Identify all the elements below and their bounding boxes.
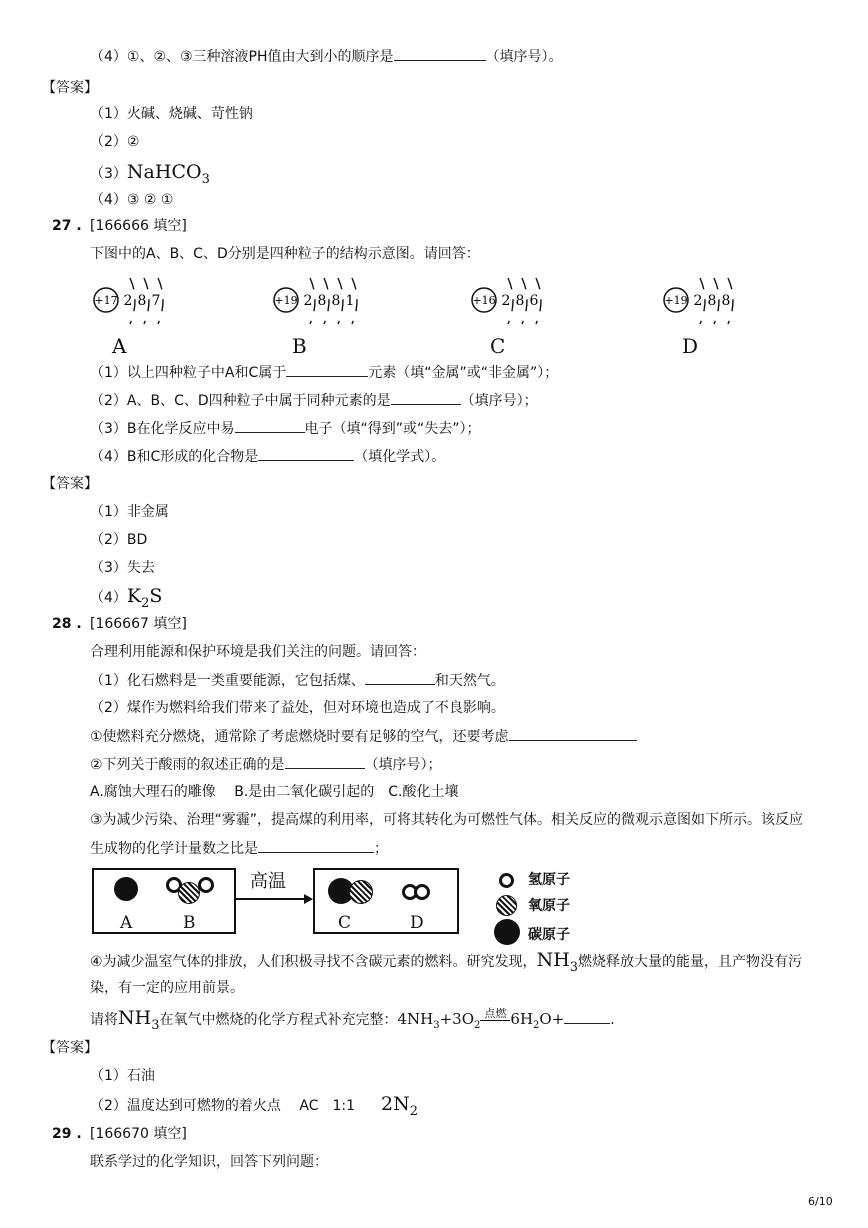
shell-electron-count: 7 bbox=[151, 293, 161, 309]
q28-sub1-text: ①使燃料充分燃烧，通常除了考虑燃烧时要有足够的空气，还要考虑 bbox=[90, 729, 509, 745]
q27-part4-hint: （填化学式）。 bbox=[354, 449, 446, 465]
q28-sub4-line2: 染，有一定的应用前景。 bbox=[90, 980, 244, 996]
shell-electron-count: 8 bbox=[515, 293, 525, 309]
eq-reactant-1: 4NH bbox=[397, 1010, 434, 1028]
hydrogen-legend-icon bbox=[499, 873, 514, 888]
nucleus-charge: +17 bbox=[94, 294, 118, 307]
q26-answer-4: （4）③ ② ① bbox=[90, 192, 174, 208]
shell-electron-count: 2 bbox=[501, 293, 511, 309]
q27-answer-4 bbox=[90, 586, 162, 614]
question-number: 28 . bbox=[52, 616, 82, 632]
answer-blank bbox=[564, 1009, 610, 1024]
oxygen-atom bbox=[349, 880, 373, 904]
carbon-legend-icon bbox=[494, 919, 520, 945]
q28-sub3-text: 生成物的化学计量数之比是 bbox=[90, 841, 258, 857]
formula-main: 2N bbox=[381, 1093, 410, 1115]
legend-carbon: 碳原子 bbox=[528, 927, 570, 943]
q28-sub3-end: ； bbox=[374, 841, 388, 857]
question-stem: 联系学过的化学知识，回答下列问题： bbox=[90, 1154, 328, 1170]
q26-answer-3 bbox=[90, 162, 210, 190]
question-number: 27 . bbox=[52, 218, 82, 234]
q28-sub4-please: 请将 bbox=[90, 1012, 118, 1028]
eq-sub: 2 bbox=[533, 1020, 540, 1031]
q28-sub4-instruction: 在氧气中燃烧的化学方程式补充完整： bbox=[159, 1012, 398, 1028]
formula-sub: 2 bbox=[409, 1103, 418, 1119]
particle-structure-d bbox=[662, 268, 760, 332]
q27-part2-hint: （填序号）； bbox=[460, 393, 538, 409]
chemical-equation bbox=[397, 1006, 565, 1031]
q28-sub3-line1: ③为减少污染、治理“雾霾”，提高煤的利用率，可将其转化为可燃性气体。相关反应的微观示意图如下所示。该反应 bbox=[90, 812, 804, 828]
question-number: 29 . bbox=[52, 1126, 82, 1142]
q27-answer-1: （1）非金属 bbox=[90, 504, 169, 520]
q27-part1 bbox=[90, 362, 558, 383]
q27-part1-text: （1）以上四种粒子中A和C属于 bbox=[90, 365, 287, 381]
label-d: D bbox=[410, 913, 424, 933]
q28-sub4-line1 bbox=[90, 950, 802, 978]
eq-condition bbox=[480, 1008, 510, 1021]
label-b: B bbox=[183, 913, 196, 933]
shell-electron-count: 6 bbox=[529, 293, 539, 309]
q28-sub4-text: ④为减少温室气体的排放，人们积极寻找不含碳元素的燃料。研究发现， bbox=[90, 954, 537, 970]
hydrogen-atom bbox=[198, 877, 214, 893]
formula-s: S bbox=[149, 585, 163, 607]
particle-letter: A bbox=[112, 334, 127, 358]
answer-blank bbox=[258, 838, 374, 853]
page-number: 6/10 bbox=[808, 1195, 833, 1208]
reaction-arrow bbox=[234, 892, 314, 906]
q27-part2-text: （2）A、B、C、D四种粒子中属于同种元素的是 bbox=[90, 393, 391, 409]
carbon-atom bbox=[114, 877, 138, 901]
eq-sub: 2 bbox=[474, 1020, 481, 1031]
answer-label: 【答案】 bbox=[42, 1040, 98, 1056]
question-tag: [166666 填空] bbox=[90, 218, 187, 234]
shell-electron-count: 8 bbox=[721, 293, 731, 309]
legend-hydrogen: 氢原子 bbox=[528, 872, 570, 888]
q26-part4-hint: （填序号）。 bbox=[485, 49, 563, 65]
q27-part3-hint: 电子（填“得到”或“失去”）； bbox=[304, 421, 481, 437]
shell-electron-count: 2 bbox=[693, 293, 703, 309]
formula-k2s bbox=[126, 585, 163, 611]
q27-part3-text: （3）B在化学反应中易 bbox=[90, 421, 235, 437]
q28-options: A.腐蚀大理石的雕像 B.是由二氧化碳引起的 C.酸化土壤 bbox=[90, 784, 459, 800]
q28-answer-2 bbox=[90, 1094, 418, 1122]
formula-sub: 2 bbox=[141, 595, 150, 611]
answer-blank bbox=[285, 754, 365, 769]
q26-part4-text: （4）①、②、③三种溶液PH值由大到小的顺序是 bbox=[90, 49, 394, 65]
answer-label: 【答案】 bbox=[42, 80, 98, 96]
legend-oxygen: 氧原子 bbox=[528, 898, 570, 914]
q28-sub3-line2 bbox=[90, 838, 388, 859]
eq-sub: 3 bbox=[433, 1020, 440, 1031]
q28-part1 bbox=[90, 670, 505, 691]
q28-sub4-text-b: 燃烧释放大量的能量，且产物没有污 bbox=[578, 954, 803, 970]
answer-blank bbox=[365, 670, 435, 685]
q28-answer-1: （1）石油 bbox=[90, 1068, 155, 1084]
arrow-label: 高温 bbox=[250, 871, 286, 892]
particle-letter: B bbox=[292, 334, 307, 358]
shell-electron-count: 8 bbox=[317, 293, 327, 309]
nucleus-charge: +19 bbox=[274, 294, 298, 307]
q28-part1-hint: 和天然气。 bbox=[434, 673, 505, 689]
particle-letter: C bbox=[490, 334, 506, 358]
q27-part3 bbox=[90, 418, 481, 439]
q28-part1-text: （1）化石燃料是一类重要能源，它包括煤、 bbox=[90, 673, 365, 689]
question-tag: [166667 填空] bbox=[90, 616, 187, 632]
q27-part2 bbox=[90, 390, 538, 411]
oxygen-legend-icon bbox=[496, 895, 517, 916]
q26-answer-1: （1）火碱、烧碱、苛性钠 bbox=[90, 106, 253, 122]
formula-2n2 bbox=[381, 1093, 418, 1119]
q27-answer-4-prefix: （4） bbox=[90, 590, 127, 606]
q28-sub4-line3: 请将$NH_3$在氧气中燃烧的化学方程式补充完整：$4NH_3+3O_2$ 点燃 $6H_2O+$ . bbox=[90, 1006, 615, 1033]
nucleus-charge: +19 bbox=[664, 294, 688, 307]
q28-sub2 bbox=[90, 754, 442, 775]
q27-answer-2: （2）BD bbox=[90, 532, 148, 548]
q26-answer-3-prefix: （3） bbox=[90, 166, 127, 182]
q27-part4 bbox=[90, 446, 445, 467]
q28-sub1 bbox=[90, 726, 637, 747]
question-stem: 下图中的A、B、C、D分别是四种粒子的结构示意图。请回答： bbox=[90, 246, 480, 262]
question-stem: 合理利用能源和保护环境是我们关注的问题。请回答： bbox=[90, 644, 426, 660]
particle-structure-c bbox=[470, 268, 568, 332]
shell-electron-count: 1 bbox=[345, 293, 355, 309]
question-tag: [166670 填空] bbox=[90, 1126, 187, 1142]
eq-product-2: O+ bbox=[539, 1010, 565, 1028]
shell-electron-count: 8 bbox=[331, 293, 341, 309]
q28-sub2-text: ②下列关于酸雨的叙述正确的是 bbox=[90, 757, 285, 773]
reactant-box bbox=[92, 868, 236, 934]
answer-blank bbox=[235, 418, 305, 433]
formula-nahco3 bbox=[126, 161, 210, 187]
shell-electron-count: 8 bbox=[137, 293, 147, 309]
eq-condition-label: 点燃 bbox=[480, 1008, 510, 1021]
formula-k: K bbox=[126, 585, 142, 607]
q26-part4 bbox=[90, 46, 563, 67]
formula-nh3 bbox=[118, 1007, 160, 1033]
answer-blank bbox=[394, 46, 486, 61]
q27-answer-3: （3）失去 bbox=[90, 560, 155, 576]
answer-blank bbox=[509, 726, 637, 741]
q28-sub2-hint: （填序号）； bbox=[364, 757, 442, 773]
eq-reactant-2: +3O bbox=[439, 1010, 475, 1028]
formula-nh3 bbox=[536, 949, 579, 975]
label-a: A bbox=[120, 913, 133, 933]
shell-electron-count: 8 bbox=[707, 293, 717, 309]
formula-main: NH bbox=[536, 949, 570, 971]
shell-electron-count: 2 bbox=[123, 293, 133, 309]
eq-product-1: 6H bbox=[510, 1010, 534, 1028]
label-c: C bbox=[338, 913, 352, 933]
q28-answer-2-text: （2）温度达到可燃物的着火点 AC 1:1 bbox=[90, 1098, 355, 1114]
q27-part4-text: （4）B和C形成的化合物是 bbox=[90, 449, 259, 465]
formula-sub: 3 bbox=[201, 171, 210, 187]
shell-electron-count: 2 bbox=[303, 293, 313, 309]
answer-label: 【答案】 bbox=[42, 476, 98, 492]
answer-blank bbox=[391, 390, 461, 405]
particle-structure-b bbox=[272, 268, 384, 332]
formula-main: NH bbox=[118, 1007, 152, 1029]
answer-blank bbox=[258, 446, 354, 461]
q27-part1-hint: 元素（填“金属”或“非金属”）； bbox=[368, 365, 559, 381]
oxygen-atom bbox=[178, 882, 200, 904]
formula-sub: 3 bbox=[569, 959, 579, 975]
q26-answer-2: （2）② bbox=[90, 134, 140, 150]
particle-structure-a bbox=[92, 268, 190, 332]
nucleus-charge: +16 bbox=[472, 294, 496, 307]
formula-main: NaHCO bbox=[126, 161, 202, 183]
hydrogen-atom bbox=[414, 884, 430, 900]
formula-sub: 3 bbox=[151, 1017, 160, 1033]
particle-letter: D bbox=[682, 334, 699, 358]
answer-blank bbox=[286, 362, 368, 377]
q28-part2: （2）煤作为燃料给我们带来了益处，但对环境也造成了不良影响。 bbox=[90, 700, 505, 716]
